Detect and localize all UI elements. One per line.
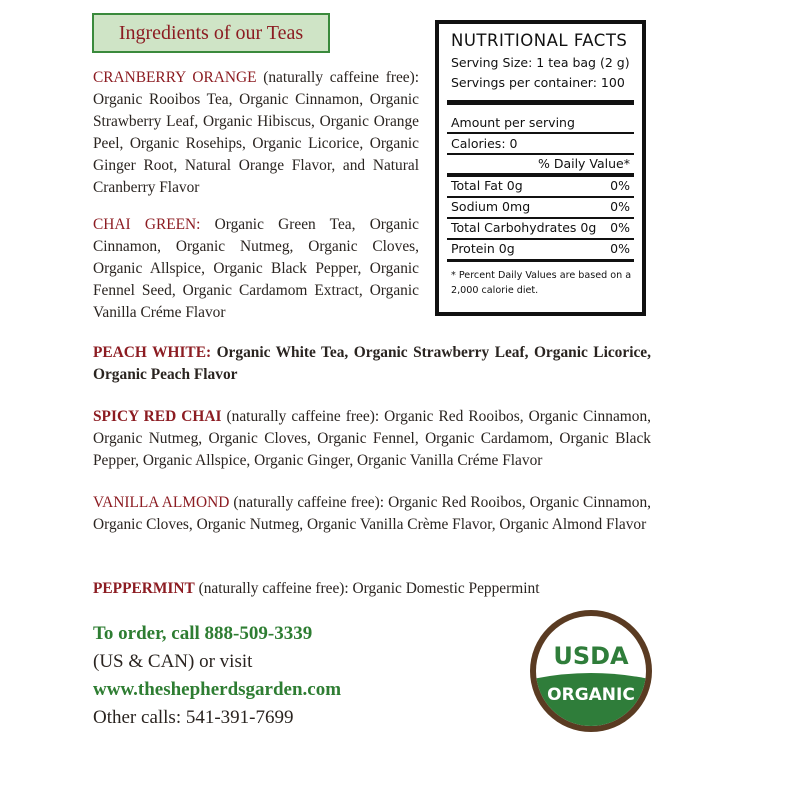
tea-ingredients: Organic Red Rooibos, Organic Cinnamon, Organic Nutmeg, Organic Cloves, Organic Fennel, Organic Cardamom, Organic Black Pepper, Organic Allspice, Organic Ginger, Organic Vanilla Créme Flavor <box>93 408 651 469</box>
tea-note: (naturally caffeine free): <box>221 408 380 425</box>
tea-ingredients: Organic Red Rooibos, Organic Cinnamon, Organic Cloves, Organic Nutmeg, Organic Vanilla Crème Flavor, Organic Almond Flavor <box>93 494 651 533</box>
nutrient-row <box>451 241 630 256</box>
tea-peppermint <box>93 578 651 600</box>
nutrient-label: Total Carbohydrates 0g <box>451 220 597 235</box>
tea-name: PEPPERMINT <box>93 580 195 597</box>
amount-per-serving: Amount per serving <box>451 115 575 130</box>
other-calls: Other calls: 541-391-7699 <box>93 707 294 728</box>
banner-title: Ingredients of our Teas <box>118 21 304 44</box>
nutrient-label: Sodium 0mg <box>451 199 531 214</box>
divider <box>447 153 634 155</box>
divider <box>447 196 634 198</box>
serving-size: Serving Size: 1 tea bag (2 g) <box>451 55 630 70</box>
tea-vanilla-almond <box>93 492 651 536</box>
tea-note: (naturally caffeine free): <box>229 494 385 511</box>
tea-name: CRANBERRY ORANGE <box>93 69 257 86</box>
tea-name: VANILLA ALMOND <box>93 494 230 511</box>
nutrient-row <box>451 220 630 235</box>
nutrient-row <box>451 178 630 193</box>
calories: Calories: 0 <box>451 136 518 151</box>
nutrient-row <box>451 199 630 214</box>
tea-chai-green <box>93 214 419 324</box>
nutrient-value: 0% <box>610 241 630 256</box>
tea-spicy-red-chai <box>93 406 651 472</box>
divider <box>447 238 634 240</box>
tea-ingredients: Organic Rooibos Tea, Organic Cinnamon, Organic Strawberry Leaf, Organic Hibiscus, Organic Orange Peel, Organic Rosehips, Organic Licorice, Organic Ginger Root, Natural Orange Flavor, and Natural Cranberry Flavor <box>93 91 419 196</box>
nutrient-value: 0% <box>610 178 630 193</box>
nutrition-title: NUTRITIONAL FACTS <box>451 31 628 50</box>
seal-top-text: USDA <box>553 642 629 670</box>
region-line: (US & CAN) or visit <box>93 651 253 672</box>
tea-note: (naturally caffeine free): <box>256 69 420 86</box>
seal-bottom-text: ORGANIC <box>547 685 635 705</box>
usda-organic-seal <box>528 608 654 734</box>
divider <box>447 217 634 219</box>
nutrient-label: Total Fat 0g <box>451 178 523 193</box>
tea-name: CHAI GREEN: <box>93 216 201 233</box>
divider-thick <box>447 100 634 105</box>
tea-name: SPICY RED CHAI <box>93 408 222 425</box>
ingredients-banner <box>92 13 330 53</box>
nutrition-footnote: * Percent Daily Values are based on a 2,000 calorie diet. <box>451 270 632 296</box>
tea-cranberry-orange <box>93 67 419 199</box>
nutrition-facts-panel <box>435 20 646 316</box>
divider-thick <box>447 173 634 177</box>
nutrient-value: 0% <box>610 199 630 214</box>
tea-ingredients: Organic Green Tea, Organic Cinnamon, Organic Nutmeg, Organic Cloves, Organic Allspice, Organic Black Pepper, Organic Fennel Seed, Organic Cardamom Extract, Organic Vanilla Créme Flavor <box>93 216 419 321</box>
divider-thick <box>447 259 634 262</box>
daily-value-header: % Daily Value* <box>537 156 630 171</box>
tea-note: (naturally caffeine free): <box>194 580 349 597</box>
nutrient-label: Protein 0g <box>451 241 515 256</box>
tea-peach-white <box>93 342 651 386</box>
tea-ingredients: Organic White Tea, Organic Strawberry Leaf, Organic Licorice, Organic Peach Flavor <box>93 344 651 383</box>
servings-per-container: Servings per container: 100 <box>451 75 625 90</box>
order-line: To order, call 888-509-3339 <box>93 623 313 644</box>
divider <box>447 132 634 134</box>
tea-name: PEACH WHITE: <box>93 344 212 361</box>
tea-ingredients: Organic Domestic Peppermint <box>348 580 540 597</box>
website-link[interactable]: www.theshepherdsgarden.com <box>93 679 342 700</box>
nutrient-value: 0% <box>610 220 630 235</box>
